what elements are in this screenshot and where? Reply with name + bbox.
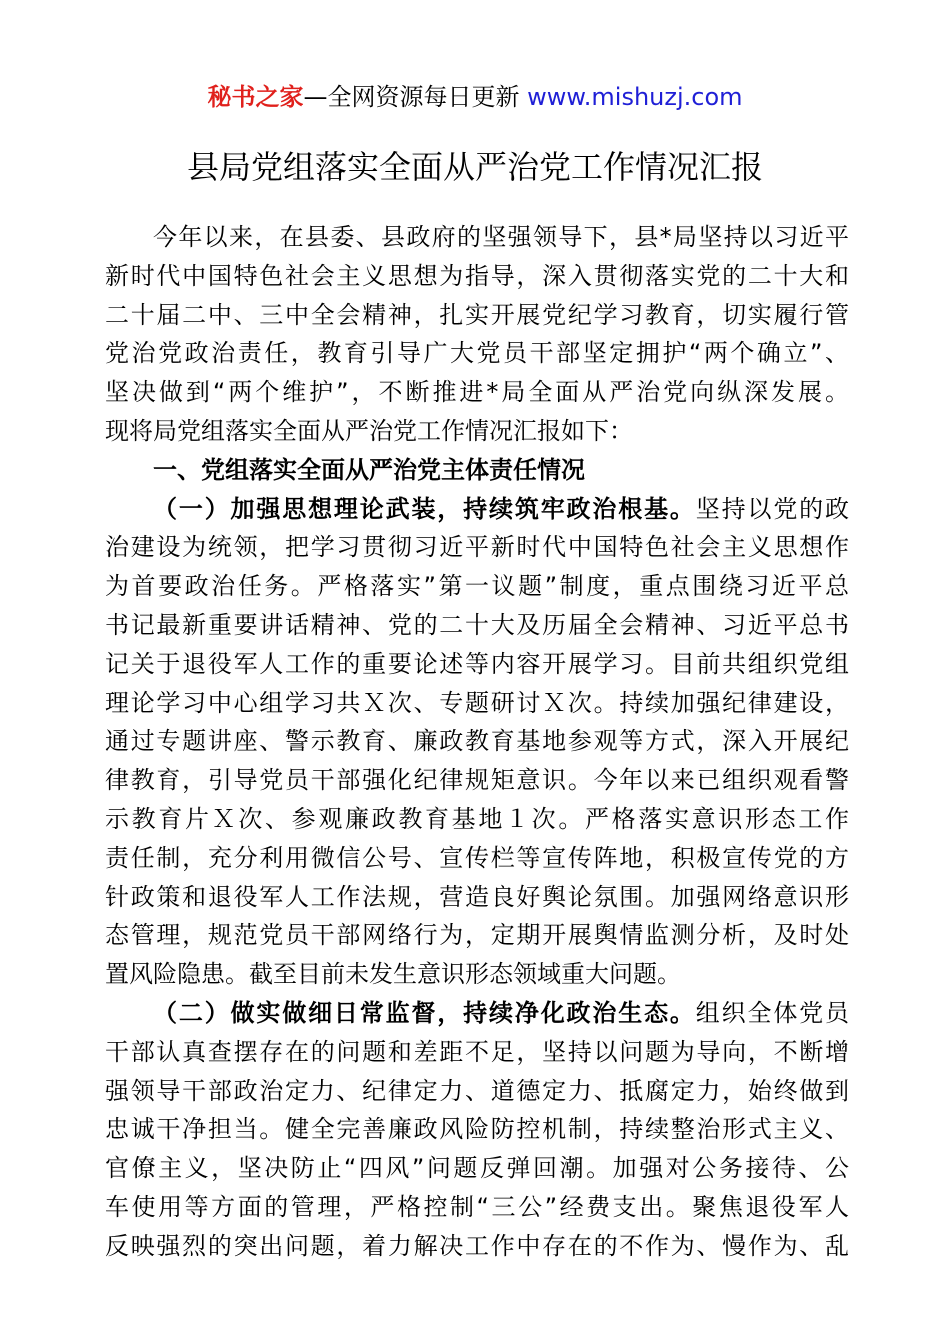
brand-name: 秘书之家: [207, 83, 304, 111]
text-line: 示教育片Ｘ次、参观廉政教育基地１次。严格落实意识形态工作: [105, 804, 849, 833]
banner-slogan: —全网资源每日更新: [303, 83, 520, 111]
text-line: 理论学习中心组学习共Ｘ次、专题研讨Ｘ次。持续加强纪律建设，: [105, 688, 849, 717]
text-line: 针政策和退役军人工作法规，营造良好舆论氛围。加强网络意识形: [105, 882, 849, 911]
text-line: 强领导干部政治定力、纪律定力、道德定力、抵腐定力，始终做到: [105, 1076, 849, 1105]
text-line: 坚决做到“两个维护”，不断推进*局全面从严治党向纵深发展。: [105, 378, 849, 407]
text-line: 为首要政治任务。严格落实”第一议题”制度，重点围绕习近平总: [105, 572, 849, 601]
text-run: 组织全体党员: [695, 998, 850, 1027]
text-line: 现将局党组落实全面从严治党工作情况汇报如下：: [105, 416, 633, 445]
text-run: 坚持以党的政: [695, 494, 850, 523]
subsection-1: [105, 490, 849, 994]
subsection-2: [105, 994, 849, 1266]
document-title: 县局党组落实全面从严治党工作情况汇报: [186, 148, 763, 186]
text-line: 新时代中国特色社会主义思想为指导，深入贯彻落实党的二十大和: [105, 261, 849, 290]
text-line: [105, 490, 849, 529]
subsection-heading: （二）做实做细日常监督，持续净化政治生态。: [153, 998, 696, 1027]
text-line: 官僚主义，坚决防止“四风”问题反弹回潮。加强对公务接待、公: [105, 1154, 849, 1183]
text-line: 车使用等方面的管理，严格控制“三公”经费支出。聚焦退役军人: [105, 1192, 849, 1221]
text-line: 治建设为统领，把学习贯彻习近平新时代中国特色社会主义思想作: [105, 533, 849, 562]
text-line: 干部认真查摆存在的问题和差距不足，坚持以问题为导向，不断增: [105, 1037, 849, 1066]
subsection-heading: （一）加强思想理论武装，持续筑牢政治根基。: [153, 494, 696, 523]
section-heading: 一、党组落实全面从严治党主体责任情况: [153, 455, 585, 484]
text-line: 今年以来，在县委、县政府的坚强领导下，县*局坚持以习近平: [153, 223, 849, 251]
text-line: 通过专题讲座、警示教育、廉政教育基地参观等方式，深入开展纪: [105, 727, 849, 756]
text-line: 反映强烈的突出问题，着力解决工作中存在的不作为、慢作为、乱: [105, 1231, 849, 1260]
text-line: [105, 994, 849, 1033]
text-line: 记关于退役军人工作的重要论述等内容开展学习。目前共组织党组: [105, 649, 849, 678]
text-line: 二十届二中、三中全会精神，扎实开展党纪学习教育，切实履行管: [105, 300, 849, 329]
text-line: 置风险隐患。截至目前未发生意识形态领域重大问题。: [105, 960, 681, 989]
text-line: 责任制，充分利用微信公号、宣传栏等宣传阵地，积极宣传党的方: [105, 843, 849, 872]
intro-paragraph: [105, 218, 849, 451]
text-line: 忠诚干净担当。健全完善廉政风险防控机制，持续整治形式主义、: [105, 1115, 849, 1144]
text-line: 书记最新重要讲话精神、党的二十大及历届全会精神、习近平总书: [105, 610, 849, 639]
text-line: 律教育，引导党员干部强化纪律规矩意识。今年以来已组织观看警: [105, 766, 849, 795]
site-url[interactable]: www.mishuzj.com: [527, 83, 743, 111]
text-line: 党治党政治责任，教育引导广大党员干部坚定拥护“两个确立”、: [105, 339, 849, 368]
text-line: 态管理，规范党员干部网络行为，定期开展舆情监测分析，及时处: [105, 921, 849, 950]
header-banner: [0, 80, 950, 114]
document-body: [105, 218, 849, 1266]
